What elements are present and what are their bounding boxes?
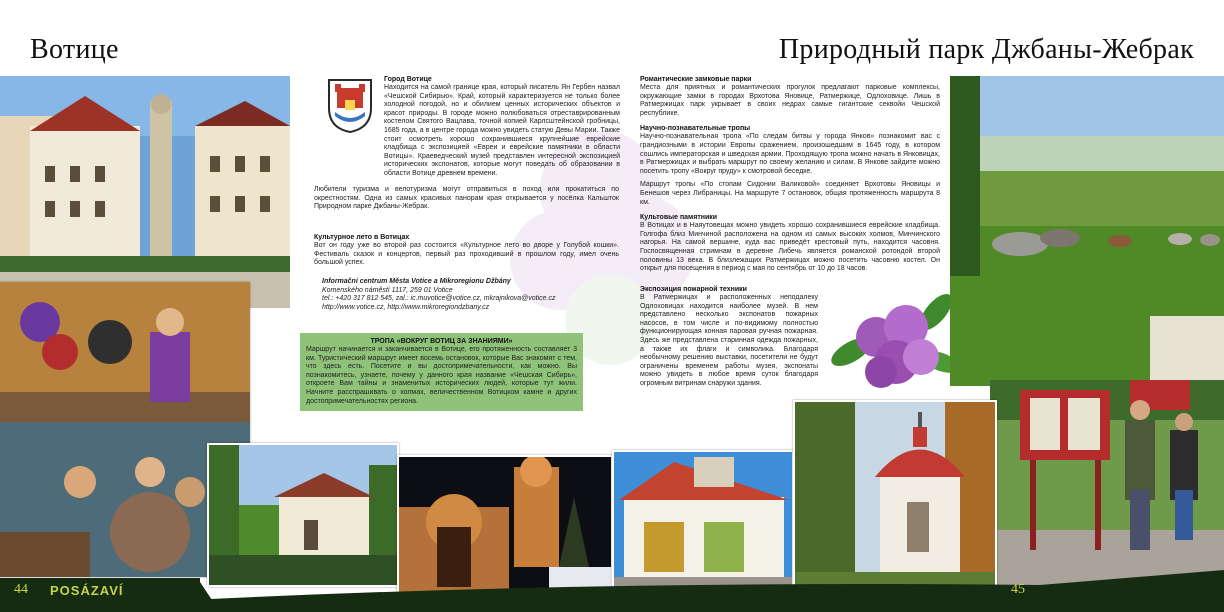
- votice-coat-of-arms: [325, 76, 375, 134]
- contact-block: [322, 278, 612, 312]
- rhododendron-flower: [826, 282, 956, 397]
- contact-line-1: Informační centrum Města Votice a Mikroregionu Džbány: [322, 278, 511, 285]
- trail-heading: ТРОПА «ВОКРУГ ВОТИЦ ЗА ЗНАНИЯМИ»: [370, 338, 513, 345]
- footer-curve: [0, 560, 1224, 612]
- right-page-title: Природный парк Джбаны-Жебрак: [778, 34, 1194, 65]
- monuments-heading: Культовые памятники: [640, 214, 718, 222]
- cattle-meadow-photo: [950, 76, 1224, 386]
- left-page-number: 44: [14, 582, 28, 597]
- culture-summer-heading: Культурное лето в Вотицах: [314, 234, 410, 241]
- votice-heading: Город Вотице: [384, 76, 432, 83]
- fire-exhibit-heading: Экспозиция пожарной техники: [640, 286, 747, 293]
- posazavi-brand-logo: POSÁZAVÍ: [50, 583, 124, 598]
- town-square-photo: [0, 76, 290, 308]
- votice-body: Находится на самой границе края, который писатель Ян Гербен назвал «Чешской Сибирью». Край, который характеризуется не только более холодной погодой, но и обилием ценных исторических объектов и красот природы. В городе можно полюбоваться отреставрированным костелом Святого Вацлава, точной копией Карлсштейнской гробницы, 1685 года, а в центре города можно увидеть статую Девы Марии. Также стоит осмотреть хорошо сохранившиеся крупнейшие еврейские кладбища с экспозицией «Евреи и еврейские памятники в области Вотицы». Краеведческий музей представлен интересной экспозицией исторических экспонатов, которые могут поведать об образовании в области Вотице древнем времени.: [384, 84, 620, 177]
- culture-summer-body: Вот он году уже во второй раз состоится «Культурное лето во дворе у Голубой кошки». Фестиваль сказок и концертов, первый раз проходивший в прошлом году, имел очень большой успех.: [314, 242, 619, 267]
- trails-heading: Научно-познавательные тропы: [640, 125, 751, 133]
- contact-line-2: Komenského náměstí 1117, 259 01 Votice: [322, 286, 453, 294]
- fire-exhibit-body: В Ратмержицах и расположенных неподалеку Одлоховицах находится наиболее музей. В нем представлено несколько экспонатов пожарных насосов, в том числе и по-видимому полностью функционирующая конная паровая ручная пожарная. Здесь же представлена старинная одежда пожарных, а также их флаги и символика. Благодаря необычному решению выставки, посетители не будут ограничены временем работы музея, экспонаты можно увидеть в любое время суток благодаря огромным витринам снаружи здания.: [640, 294, 818, 387]
- castle-parks-body: Места для приятных и романтических прогулок предлагают парковые комплексы, окружающие замки в городах Врхотова Яновице, Ратмержице, Одлоховице. Лишь в Ратмержицах парк укрывает в своих недрах самые гигантские секвойи Чешской республике.: [640, 84, 940, 117]
- contact-line-3: tel.: +420 317 812 545, zal.: ic.muvotice@votice.cz, mkrajnikova@votice.cz: [322, 295, 556, 303]
- right-page-number: 45: [1011, 582, 1025, 597]
- castle-parks-heading: Романтические замковые парки: [640, 76, 752, 83]
- sidonia-trail-body: Маршрут тропы «По стопам Сидонии Валиковой» соединяет Врхотовы Яновицы и Бенешов через Либраницы. На маршруте 7 остановок, общая протяженность маршрута 8 км.: [640, 181, 940, 206]
- votice-body2-block: [314, 186, 619, 212]
- fire-exhibit-section: [640, 285, 818, 389]
- right-text-column: [640, 75, 940, 274]
- trails-body: Научно-познавательная тропа «По следам битвы у города Янков» познакомит вас с грандиозными в истории Европы сражением, произошедшим в 1645 году, в котором сошлись императорская и шведская армии. Проходящую тропа можно начать в Янковицах, в Ратмержицах и выбрать маршрут по своему желанию и силам. В Янкове зайдите можно посетить тропу «Вокруг пруду» к смотровой беседке.: [640, 133, 940, 175]
- trail-info-box: [300, 333, 583, 411]
- votice-section: [384, 75, 620, 179]
- contact-line-4: http://www.votice.cz, http://www.mikroregiondzbany.cz: [322, 303, 490, 311]
- left-page-title: Вотице: [30, 34, 119, 65]
- votice-body2: Любители туризма и велотуризма могут отправиться в поход или прокатиться по окрестностям. Одна из самых красивых панорам края открывается у посёлка Кальшток Природном парке Джбаны-Жебрак.: [314, 186, 619, 211]
- monuments-body: В Вотицах и в Наяутовещах можно увидеть хорошо сохранившиеся еврейские кладбища. Голгофа близ Минчиной расположена на одном из самых высоких холмов, Минчинского нагорья. На самой вершине, куда вас приведёт крестовый путь, находится часовня. Госпосвященная стримнам в деревне Либечь является романской ротондой второй половины 13 века. В близлежащих Ратмержицах можно посетить часовню костел. Он открыт для посещения в период с мая по сентябрь от 10 до 18 часов.: [640, 222, 940, 273]
- culture-summer-section: [314, 233, 619, 268]
- trail-body: Маршрут начинается и заканчивается в Вотице, его протяженность составляет 3 км. Туристический маршрут имеет восемь остановок, которые Вас знакомят с тем, что здесь есть. Посетите и вы достопримечательности, как можно. Вы познакомитесь, узнаете, почему у данного края название «Чешская Сибирь», откроете Вам тайны и знаменитых исторических людей, которые тут жили. Начните расспрашивать о холмах, величественном Вотицком камне и других достопримечательностях региона.: [306, 346, 577, 405]
